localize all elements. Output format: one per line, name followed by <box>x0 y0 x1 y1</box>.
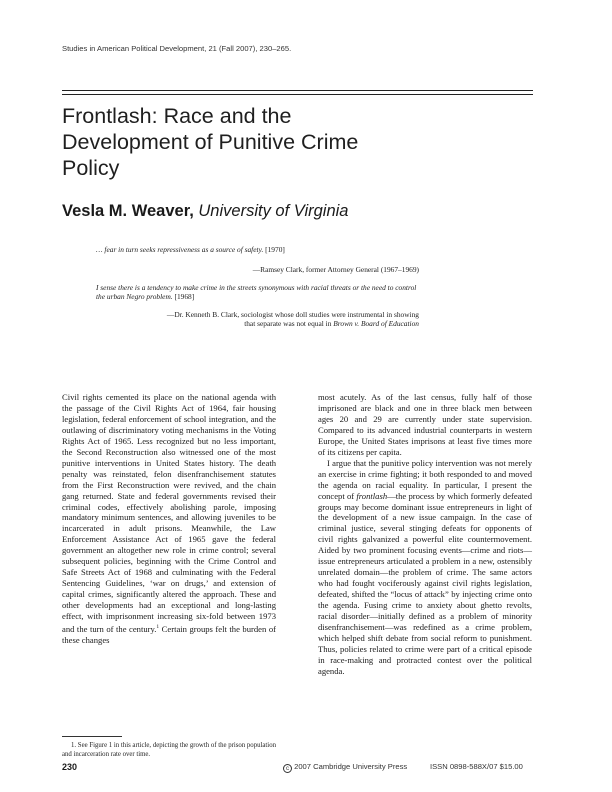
title-line-2: Development of Punitive Crime <box>62 130 359 154</box>
page-number: 230 <box>62 762 78 772</box>
copyright-icon: c <box>283 764 292 773</box>
body-column-left <box>62 392 276 646</box>
epigraph-1-attribution: —Ramsey Clark, former Attorney General (1967–1969) <box>252 265 419 274</box>
author-affiliation: University of Virginia <box>198 202 349 220</box>
author-name: Vesla M. Weaver, <box>62 202 194 220</box>
body-paragraph: Civil rights cemented its place on the national agenda with the passage of the Civil Rights Act of 1964, fair housing legislation, federal enforcement of school integration, and the outlawing of discriminatory voting mechanisms in the Voting Rights Act of 1965. Less recognized but no less important, the Second Reconstruction also witnessed one of the most punitive interventions in United States history. The death penalty was reinstated, felon disenfranchisement statutes from the First Reconstruction were revived, and the chain gang returned. State and federal governments revised their criminal codes, effectively abolishing parole, imposing mandatory minimum sentences, and allowing juveniles to be incarcerated in adult prisons. Meanwhile, the Law Enforcement Assistance Act of 1965 gave the federal government an altogether new role in crime control; several subsequent policies, beginning with the Crime Control and Safe Streets Act of 1968 and culminating with the Federal Sentencing Guidelines, ‘war on drugs,’ and extension of capital crimes, significantly altered the approach. These and other developments had an exceptional and long-lasting effect, with imprisonment increasing six-fold between 1973 and the turn of the century.$^1$ Certain groups felt the burden of these changes <box>62 392 276 645</box>
epigraph-2-quote: I sense there is a tendency to make crime in the streets synonymous with racial threats or the need to control the urban Negro problem. [1968] <box>96 283 417 302</box>
title-line-3: Policy <box>62 156 120 180</box>
header-rule-thin <box>62 94 533 95</box>
title-line-1: Frontlash: Race and the <box>62 104 292 128</box>
header-rule-thick <box>62 90 533 91</box>
body-paragraph: most acutely. As of the last census, fully half of those imprisoned are black and one in three black men between ages 20 and 29 are currently under state supervision. Compared to its advanced industrial counterparts in western Europe, the United States imprisons at least five times more of its citizens per capita. <box>318 392 532 457</box>
epigraph-1-quote: … fear in turn seeks repressiveness as a source of safety. [1970] <box>96 245 285 254</box>
footnote: 1. See Figure 1 in this article, depicting the growth of the prison population and incarceration rate over time. <box>62 742 276 758</box>
author-byline <box>62 202 348 221</box>
footnote-rule <box>62 736 122 737</box>
body-paragraph: I argue that the punitive policy intervention was not merely an exercise in crime fighting; it both responded to and moved the agenda on racial equality. In particular, I present the concept of frontlash—the process by which formerly defeated groups may become dominant issue entrepreneurs in light of the development of a new issue campaign. In the case of criminal justice, several stinging defeats for opponents of civil rights galvanized a powerful elite countermovement. Aided by two prominent focusing events—crime and riots—issue entrepreneurs articulated a problem in a new, ostensibly unrelated domain—the problem of crime. The same actors who had fought vociferously against civil rights legislation, defeated, shifted the “locus of attack” by injecting crime onto the agenda. Fusing crime to anxiety about ghetto revolts, racial disorder—initially defined as a problem of minority disenfranchisement—was redefined as a crime problem, which helped shift debate from social reform to punishment. Thus, policies related to crime were part of a critical episode in race-making and protracted contest over the political agenda. <box>318 457 532 676</box>
copyright-notice: c 2007 Cambridge University Press <box>283 762 407 773</box>
body-column-right <box>318 392 532 677</box>
footnote-marker: 1 <box>156 624 160 631</box>
issn-price: ISSN 0898-588X/07 $15.00 <box>430 762 523 771</box>
article-title <box>62 103 522 181</box>
epigraph-2-attribution: —Dr. Kenneth B. Clark, sociologist whose doll studies were instrumental in showing that separate was not equal in Brown v. Board of Education <box>166 310 419 329</box>
frontlash-term: frontlash <box>356 490 388 501</box>
journal-citation: Studies in American Political Development, 21 (Fall 2007), 230–265. <box>62 44 292 53</box>
